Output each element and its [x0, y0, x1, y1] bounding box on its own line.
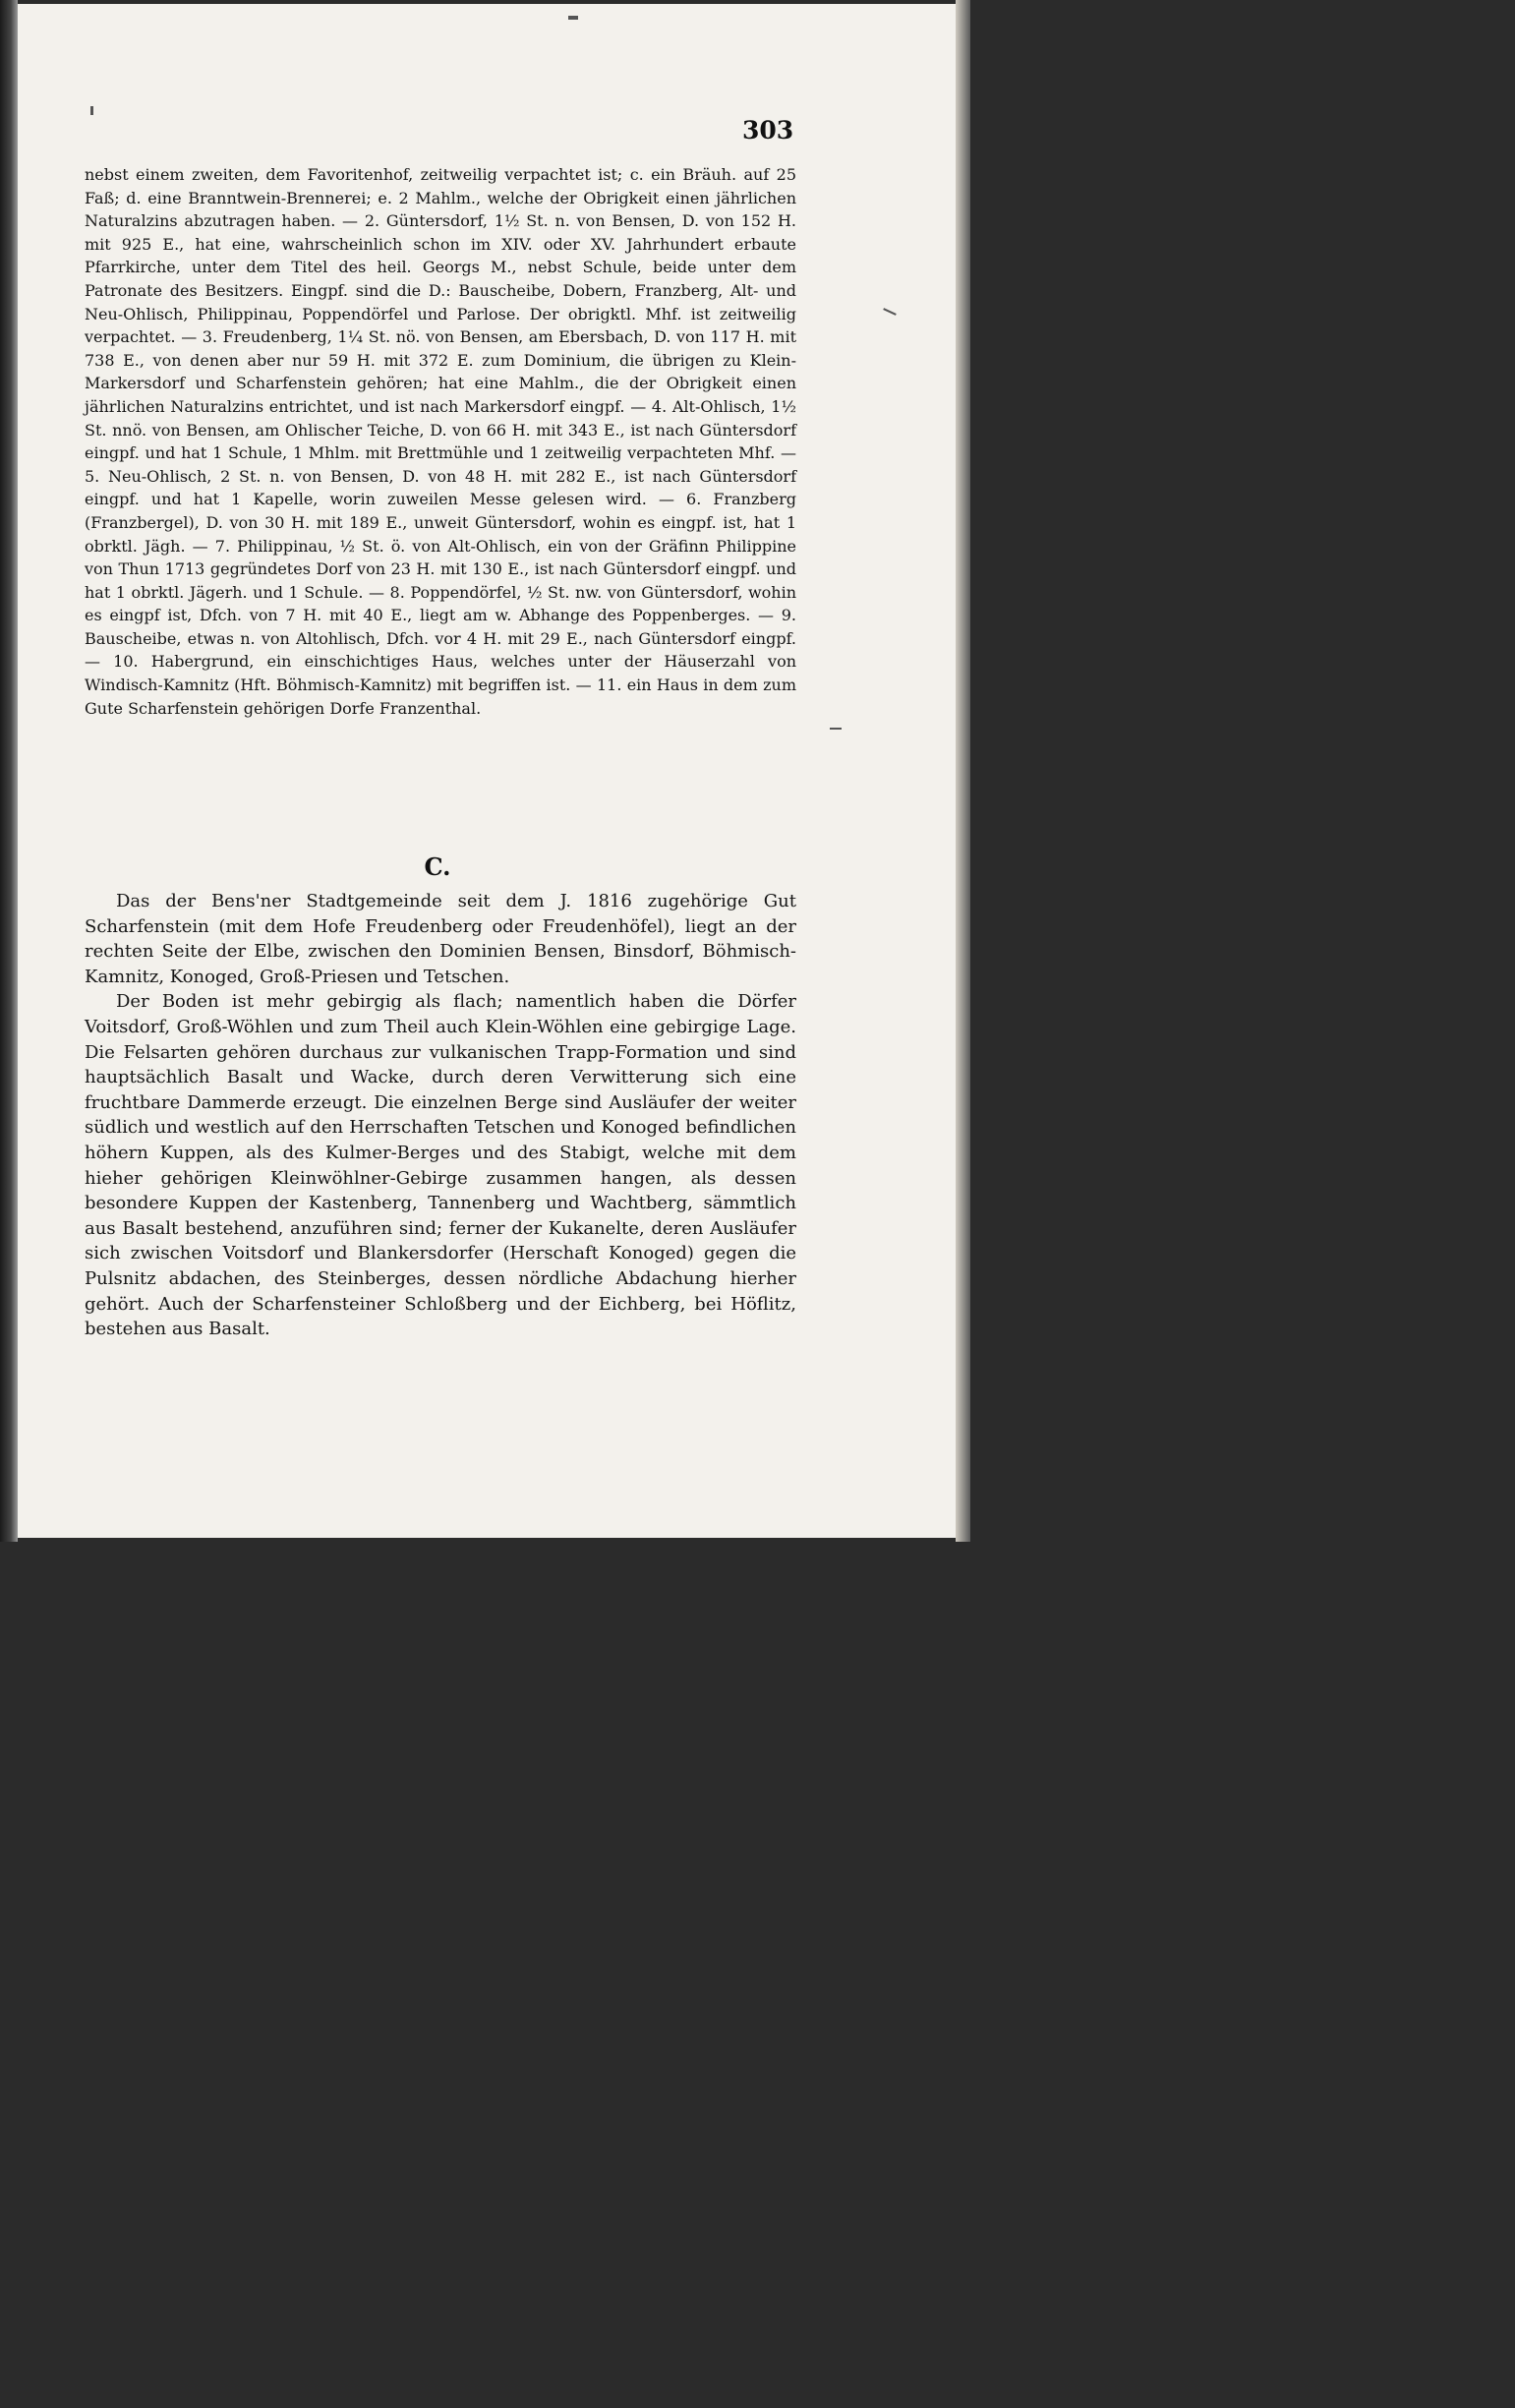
book-spine-shadow: [0, 0, 18, 1542]
page-number: 303: [742, 116, 794, 145]
ink-speck: [568, 16, 578, 20]
section-heading: C.: [424, 852, 451, 881]
ink-speck: [90, 106, 93, 115]
section-text: [85, 889, 796, 1342]
entry-text: [85, 163, 796, 720]
ink-speck: [830, 728, 842, 730]
page-edge-shadow: [956, 0, 970, 1542]
paragraph: Das der Bens'ner Stadtgemeinde seit dem J. 1816 zugehörige Gut Scharfenstein (mit dem Hofe Freudenberg oder Freudenhöfel), liegt an der rechten Seite der Elbe, zwischen den Dominien Bensen, Binsdorf, Böhmisch-Kamnitz, Konoged, Groß-Priesen und Tetschen.: [85, 891, 796, 987]
paragraph: Der Boden ist mehr gebirgig als flach; namentlich haben die Dörfer Voitsdorf, Groß-Wöhlen und zum Theil auch Klein-Wöhlen eine gebirgige Lage. Die Felsarten gehören durchaus zur vulkanischen Trapp-Formation und sind hauptsächlich Basalt und Wacke, durch deren Verwitterung sich eine fruchtbare Dammerde erzeugt. Die einzelnen Berge sind Ausläufer der weiter südlich und westlich auf den Herrschaften Tetschen und Konoged befindlichen höhern Kuppen, als des Kulmer-Berges und des Stabigt, welche mit dem hieher gehörigen Kleinwöhlner-Gebirge zusammen hangen, als dessen besondere Kuppen der Kastenberg, Tannenberg und Wachtberg, sämmtlich aus Basalt bestehend, anzuführen sind; ferner der Kukanelte, deren Ausläufer sich zwischen Voitsdorf und Blankersdorfer (Herschaft Konoged) gegen die Pulsnitz abdachen, des Steinberges, dessen nördliche Abdachung hierher gehört. Auch der Scharfensteiner Schloßberg und der Eichberg, bei Höflitz, bestehen aus Basalt.: [85, 991, 796, 1340]
paragraph: nebst einem zweiten, dem Favoritenhof, zeitweilig verpachtet ist; c. ein Bräuh. auf 25 Faß; d. eine Branntwein-Brennerei; e. 2 Mahlm., welche der Obrigkeit einen jährlichen Naturalzins abzutragen haben. — 2. Güntersdorf, 1½ St. n. von Bensen, D. von 152 H. mit 925 E., hat eine, wahrscheinlich schon im XIV. oder XV. Jahrhundert erbaute Pfarrkirche, unter dem Titel des heil. Georgs M., nebst Schule, beide unter dem Patronate des Besitzers. Eingpf. sind die D.: Bauscheibe, Dobern, Franzberg, Alt- und Neu-Ohlisch, Philippinau, Poppendörfel und Parlose. Der obrigktl. Mhf. ist zeitweilig verpachtet. — 3. Freudenberg, 1¼ St. nö. von Bensen, am Ebersbach, D. von 117 H. mit 738 E., von denen aber nur 59 H. mit 372 E. zum Dominium, die übrigen zu Klein-Markersdorf und Scharfenstein gehören; hat eine Mahlm., die der Obrigkeit einen jährlichen Naturalzins entrichtet, und ist nach Markersdorf eingpf. — 4. Alt-Ohlisch, 1½ St. nnö. von Bensen, am Ohlischer Teiche, D. von 66 H. mit 343 E., ist nach Güntersdorf eingpf. und hat 1 Schule, 1 Mhlm. mit Brettmühle und 1 zeitweilig verpachteten Mhf. — 5. Neu-Ohlisch, 2 St. n. von Bensen, D. von 48 H. mit 282 E., ist nach Güntersdorf eingpf. und hat 1 Kapelle, worin zuweilen Messe gelesen wird. — 6. Franzberg (Franzbergel), D. von 30 H. mit 189 E., unweit Güntersdorf, wohin es eingpf. ist, hat 1 obrktl. Jägh. — 7. Philippinau, ½ St. ö. von Alt-Ohlisch, ein von der Gräfinn Philippine von Thun 1713 gegründetes Dorf von 23 H. mit 130 E., ist nach Güntersdorf eingpf. und hat 1 obrktl. Jägerh. und 1 Schule. — 8. Poppendörfel, ½ St. nw. von Güntersdorf, wohin es eingpf ist, Dfch. von 7 H. mit 40 E., liegt am w. Abhange des Poppenberges. — 9. Bauscheibe, etwas n. von Altohlisch, Dfch. vor 4 H. mit 29 E., nach Güntersdorf eingpf. — 10. Habergrund, ein einschichtiges Haus, welches unter der Häuserzahl von Windisch-Kamnitz (Hft. Böhmisch-Kamnitz) mit begriffen ist. — 11. ein Haus in dem zum Gute Scharfenstein gehörigen Dorfe Franzenthal.: [85, 165, 796, 718]
